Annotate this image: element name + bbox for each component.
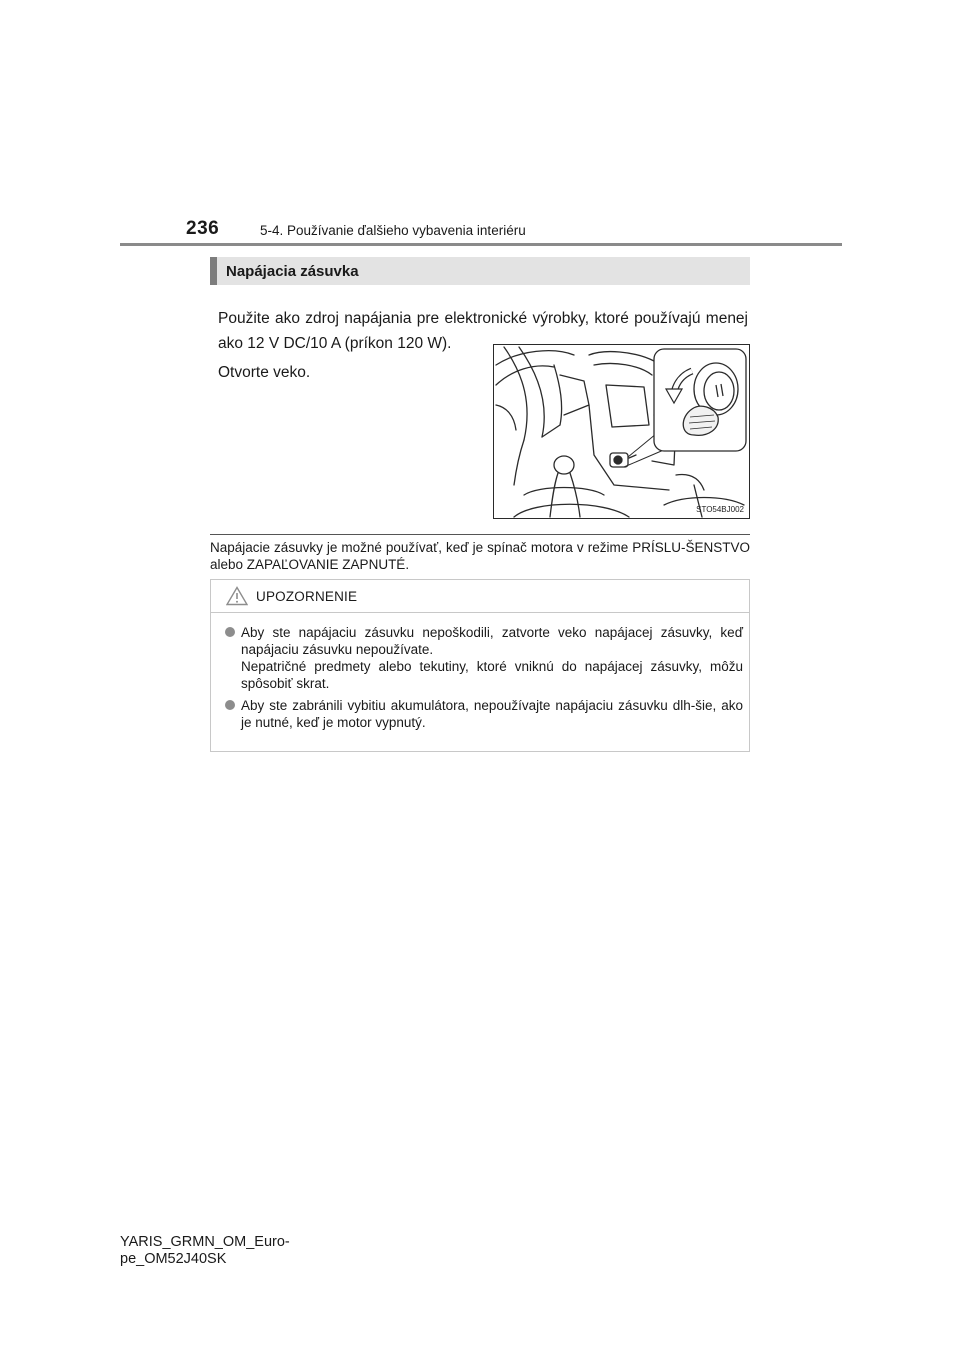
document-footer: [120, 1234, 290, 1268]
note-text: Napájacie zásuvky je možné používať, keď je spínač motora v režime PRÍSLU-ŠENSTVO alebo ZAPAĽOVANIE ZAPNUTÉ.: [210, 540, 750, 572]
warning-item: [223, 697, 743, 731]
warning-item-text: Aby ste napájaciu zásuvku nepoškodili, zatvorte veko napájacej zásuvky, keď napájaciu zásuvku nepoužívate.: [241, 625, 743, 657]
bullet-dot-icon: [225, 627, 235, 637]
warning-box: [210, 579, 750, 752]
power-outlet-illustration: [493, 344, 750, 519]
footer-line: pe_OM52J40SK: [120, 1251, 227, 1267]
step-text: Otvorte veko.: [218, 363, 311, 381]
note-divider: [210, 534, 750, 535]
warning-triangle-icon: [226, 586, 248, 606]
warning-item: [223, 624, 743, 692]
warning-item-text: Aby ste zabránili vybitiu akumulátora, nepoužívajte napájaciu zásuvku dlh-šie, ako je nutné, keď je motor vypnutý.: [241, 698, 743, 730]
chapter-title: 5-4. Používanie ďalšieho vybavenia interiéru: [260, 223, 526, 238]
header-rule: [120, 243, 842, 246]
section-heading: Napájacia zásuvka: [210, 257, 750, 285]
warning-list: [223, 624, 743, 736]
warning-title: UPOZORNENIE: [256, 588, 358, 604]
dashboard-drawing: [494, 345, 749, 518]
page-number: 236: [186, 218, 220, 239]
bullet-dot-icon: [225, 700, 235, 710]
illustration-code: STO54BJ002: [696, 505, 744, 514]
footer-line: YARIS_GRMN_OM_Euro-: [120, 1234, 290, 1250]
warning-item-text: Nepatričné predmety alebo tekutiny, ktoré vniknú do napájacej zásuvky, môžu spôsobiť skrat.: [241, 659, 743, 691]
intro-text: Použite ako zdroj napájania pre elektronické výrobky, ktoré používajú menej ako 12 V DC/10 A (príkon 120 W).: [218, 309, 748, 352]
warning-header: [211, 580, 749, 613]
